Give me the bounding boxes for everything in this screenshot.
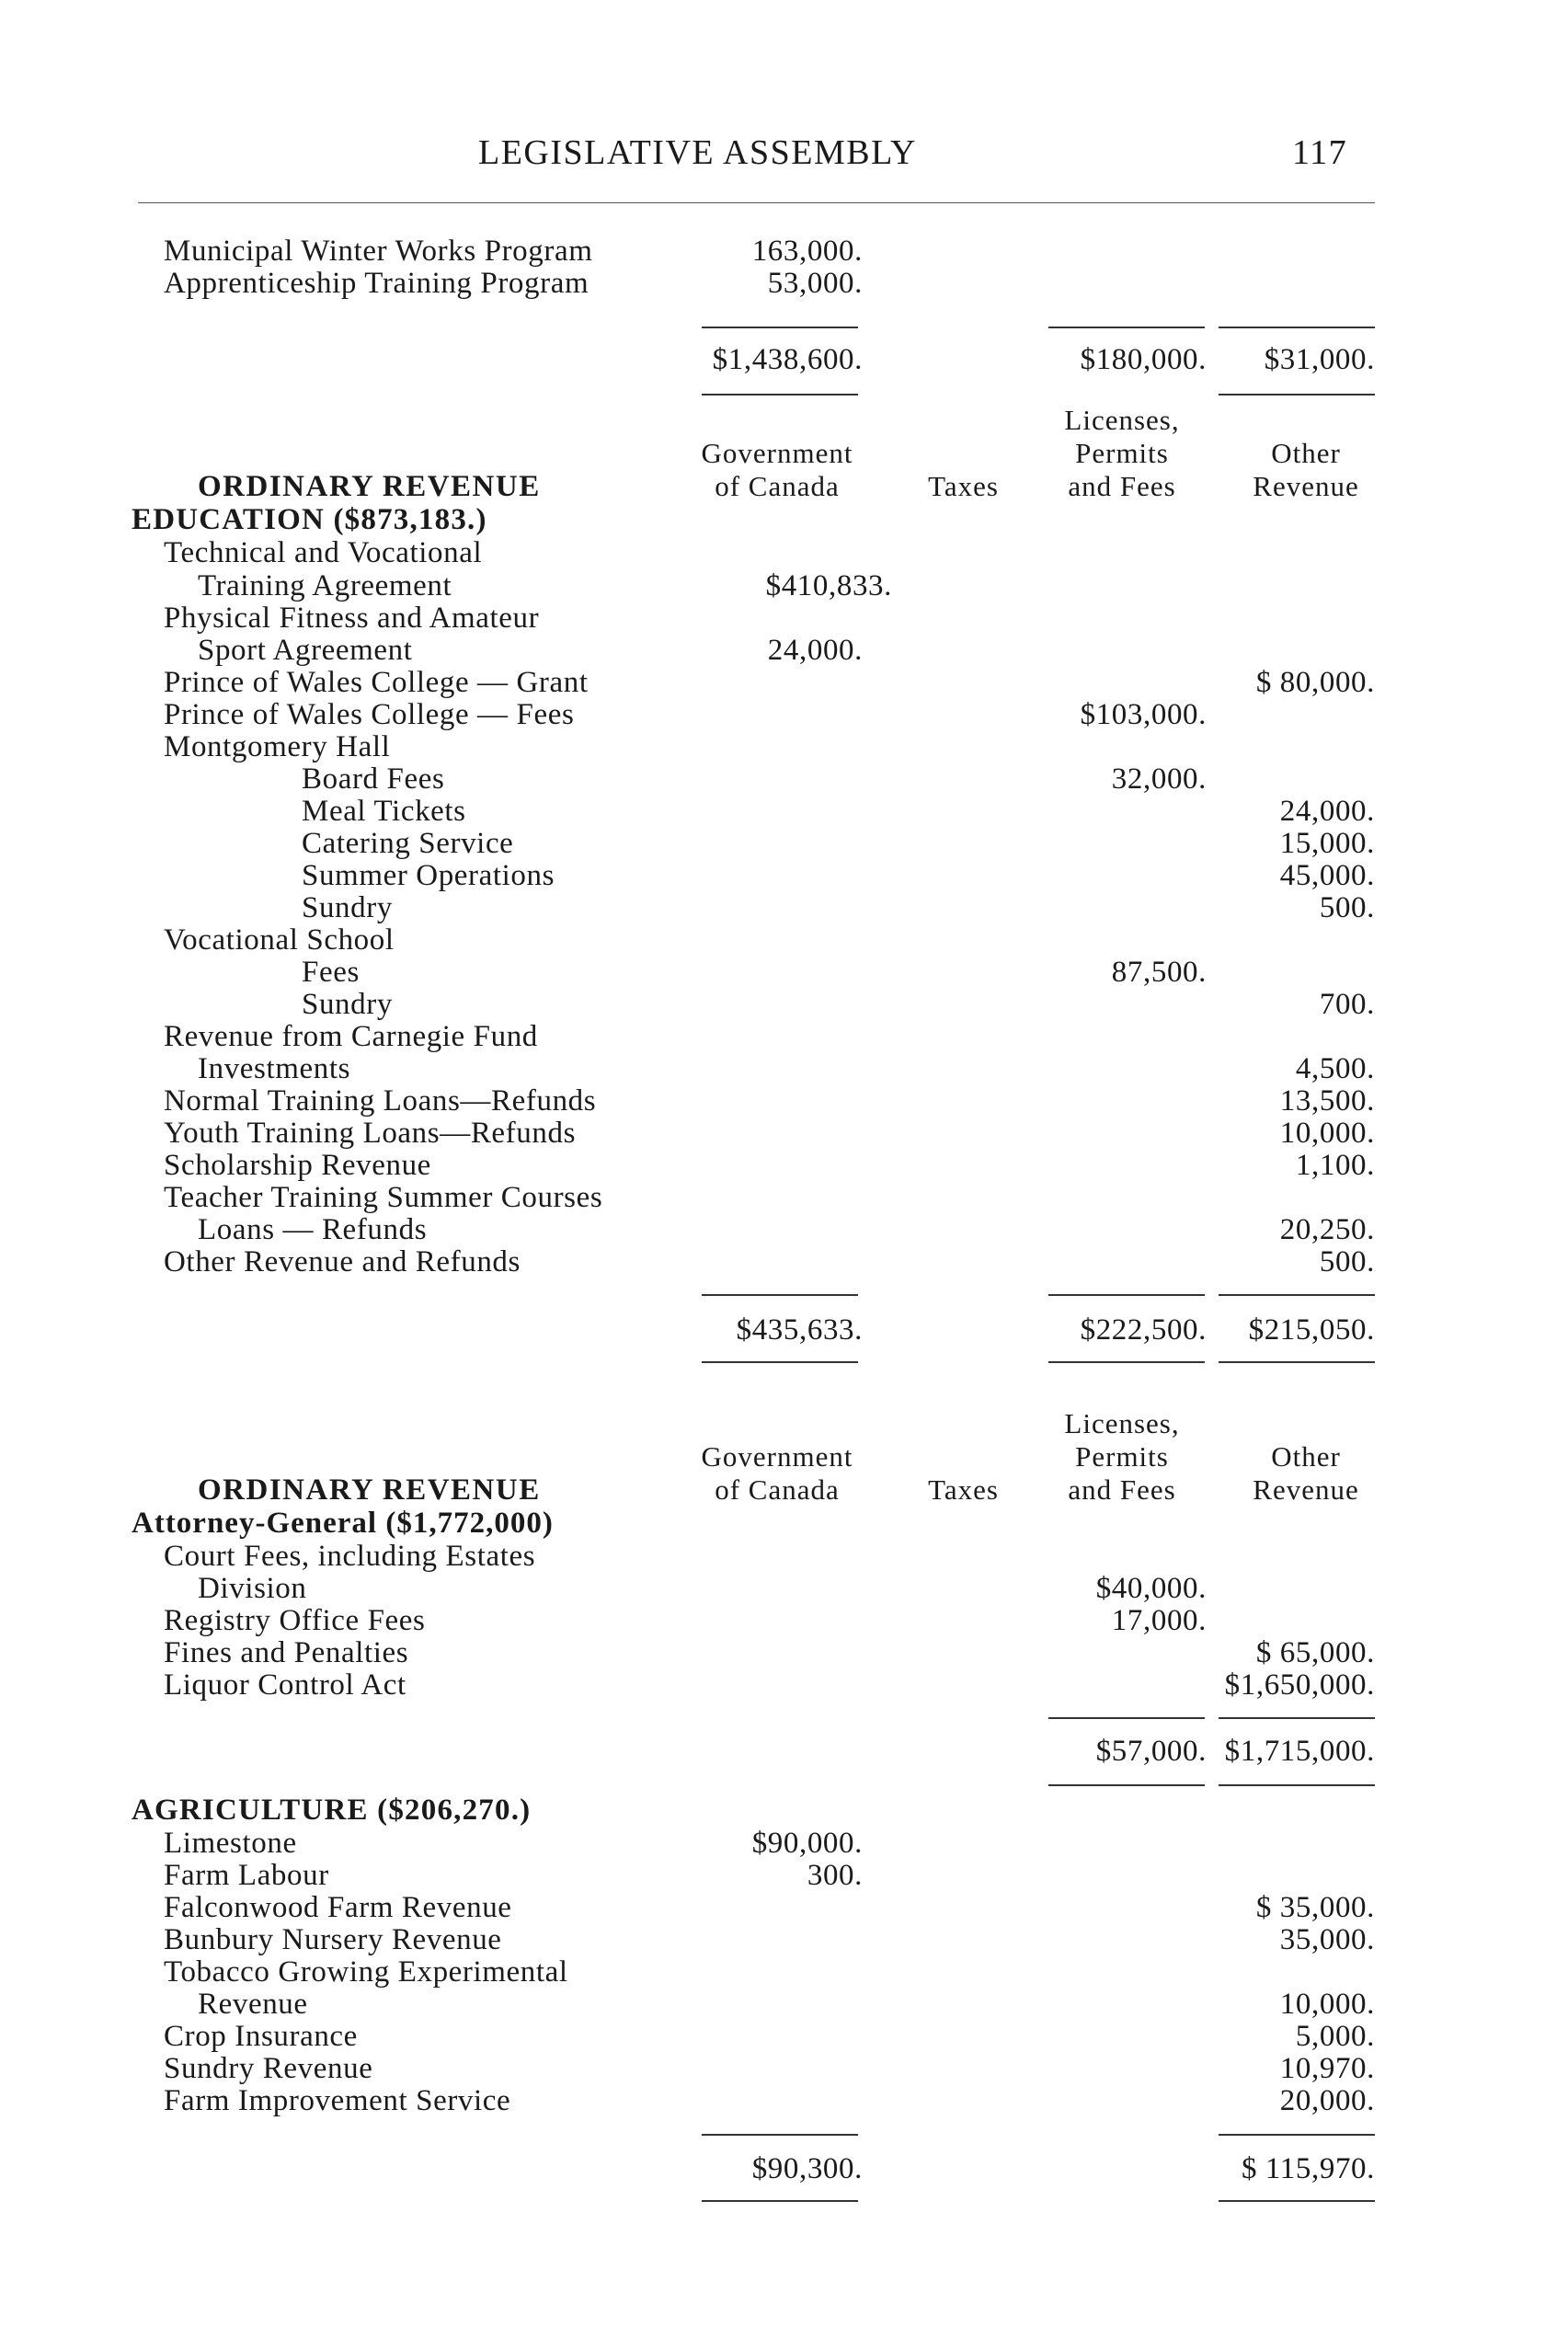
- column-header-other: Other: [1271, 437, 1341, 469]
- row-label: Sundry: [302, 891, 393, 924]
- carryover-label: Apprenticeship Training Program: [164, 267, 589, 300]
- column-header-other: Other: [1271, 1440, 1341, 1473]
- education-total-lic: $222,500.: [1080, 1313, 1207, 1347]
- carryover-total-lic: $180,000.: [1080, 343, 1207, 376]
- column-header-other: Revenue: [1253, 1473, 1359, 1506]
- section-heading-attorney-general: Attorney-General ($1,772,000): [132, 1507, 554, 1540]
- section-label-ordinary-revenue: ORDINARY REVENUE: [198, 470, 541, 503]
- lic-value: 87,500.: [1111, 956, 1207, 989]
- other-subtotal-rule: [1219, 327, 1375, 328]
- row-label: Summer Operations: [302, 859, 555, 892]
- other-value: $ 80,000.: [1255, 666, 1375, 699]
- other-value: 700.: [1319, 988, 1375, 1021]
- row-label: Teacher Training Summer Courses: [164, 1181, 603, 1214]
- row-label: Prince of Wales College — Fees: [164, 698, 575, 731]
- section-heading-agriculture: AGRICULTURE ($206,270.): [132, 1794, 532, 1827]
- gov-subtotal-rule: [702, 327, 858, 328]
- other-value: 500.: [1319, 1245, 1375, 1278]
- row-label: Fees: [302, 956, 360, 989]
- row-label: Scholarship Revenue: [164, 1149, 431, 1182]
- row-label: Farm Labour: [164, 1859, 329, 1892]
- other-value: 10,000.: [1279, 1117, 1375, 1150]
- other-value: 13,500.: [1279, 1084, 1375, 1118]
- gov-value: $410,833.: [765, 569, 892, 602]
- other-value: 10,000.: [1279, 1988, 1375, 2021]
- lic-value: 32,000.: [1111, 762, 1207, 796]
- row-label: Bunbury Nursery Revenue: [164, 1923, 502, 1956]
- row-label: Prince of Wales College — Grant: [164, 666, 589, 699]
- row-label: Catering Service: [302, 827, 514, 860]
- lic-subtotal-rule: [1048, 1294, 1205, 1296]
- row-label: Technical and Vocational: [164, 536, 483, 569]
- lic-value: $103,000.: [1080, 698, 1207, 731]
- row-label: Crop Insurance: [164, 2020, 358, 2053]
- other-subtotal-rule: [1219, 2134, 1375, 2136]
- lic-subtotal-rule: [1048, 327, 1205, 328]
- gov-total-rule: [702, 1361, 858, 1363]
- column-header-lic: Licenses,: [1064, 1407, 1180, 1439]
- other-value: 15,000.: [1279, 827, 1375, 860]
- carryover-gov-value: 53,000.: [767, 267, 863, 300]
- header-rule: [138, 202, 1375, 203]
- carryover-total-other: $31,000.: [1264, 343, 1375, 376]
- gov-value: $90,000.: [751, 1827, 863, 1860]
- section-label-ordinary-revenue: ORDINARY REVENUE: [198, 1473, 541, 1507]
- section-heading-education: EDUCATION ($873,183.): [132, 503, 487, 536]
- other-value: 1,100.: [1295, 1149, 1375, 1182]
- other-total-rule: [1219, 2200, 1375, 2202]
- gov-value: 24,000.: [767, 634, 863, 667]
- gov-value: 300.: [807, 1859, 863, 1892]
- other-value: 20,250.: [1279, 1213, 1375, 1246]
- attorney-total-other: $1,715,000.: [1224, 1735, 1375, 1768]
- row-label: Revenue: [198, 1988, 308, 2021]
- agriculture-total-other: $ 115,970.: [1241, 2152, 1375, 2185]
- row-label: Montgomery Hall: [164, 730, 391, 763]
- row-label: Sundry: [302, 988, 393, 1021]
- column-header-gov: Government: [701, 1440, 853, 1473]
- column-header-taxes: Taxes: [928, 470, 999, 502]
- column-header-gov: of Canada: [715, 1473, 840, 1506]
- row-label: Sport Agreement: [198, 634, 413, 667]
- row-label: Physical Fitness and Amateur: [164, 602, 540, 635]
- row-label: Loans — Refunds: [198, 1213, 428, 1246]
- other-subtotal-rule: [1219, 1717, 1375, 1719]
- other-total-rule: [1219, 394, 1375, 395]
- column-header-lic: Permits: [1075, 1440, 1169, 1473]
- row-label: Court Fees, including Estates: [164, 1540, 536, 1573]
- row-label: Farm Improvement Service: [164, 2084, 511, 2117]
- other-value: 20,000.: [1279, 2084, 1375, 2117]
- column-header-lic: Permits: [1075, 437, 1169, 469]
- column-header-taxes: Taxes: [928, 1473, 999, 1506]
- gov-total-rule: [702, 394, 858, 395]
- education-total-gov: $435,633.: [736, 1313, 863, 1347]
- column-header-gov: Government: [701, 437, 853, 469]
- row-label: Other Revenue and Refunds: [164, 1245, 521, 1278]
- other-total-rule: [1219, 1361, 1375, 1363]
- other-value: 24,000.: [1279, 795, 1375, 828]
- row-label: Registry Office Fees: [164, 1604, 426, 1637]
- row-label: Vocational School: [164, 923, 395, 957]
- row-label: Liquor Control Act: [164, 1668, 406, 1702]
- column-header-lic: Licenses,: [1064, 404, 1180, 436]
- other-value: 500.: [1319, 891, 1375, 924]
- row-label: Tobacco Growing Experimental: [164, 1955, 568, 1989]
- gov-subtotal-rule: [702, 1294, 858, 1296]
- other-value: 4,500.: [1295, 1052, 1375, 1085]
- carryover-label: Municipal Winter Works Program: [164, 235, 593, 268]
- row-label: Fines and Penalties: [164, 1636, 409, 1669]
- row-label: Sundry Revenue: [164, 2052, 373, 2085]
- row-label: Division: [198, 1572, 307, 1605]
- lic-total-rule: [1048, 1361, 1205, 1363]
- other-value: 10,970.: [1279, 2052, 1375, 2085]
- education-total-other: $215,050.: [1248, 1313, 1375, 1347]
- row-label: Revenue from Carnegie Fund: [164, 1020, 538, 1053]
- row-label: Limestone: [164, 1827, 297, 1860]
- attorney-total-lic: $57,000.: [1095, 1735, 1207, 1768]
- other-total-rule: [1219, 1784, 1375, 1786]
- row-label: Board Fees: [302, 762, 445, 796]
- row-label: Meal Tickets: [302, 795, 466, 828]
- running-title: LEGISLATIVE ASSEMBLY: [478, 133, 917, 172]
- row-label: Youth Training Loans—Refunds: [164, 1117, 577, 1150]
- column-header-lic: and Fees: [1068, 470, 1176, 502]
- other-value: 5,000.: [1295, 2020, 1375, 2053]
- lic-value: $40,000.: [1095, 1572, 1207, 1605]
- column-header-lic: and Fees: [1068, 1473, 1176, 1506]
- column-header-other: Revenue: [1253, 470, 1359, 502]
- lic-value: 17,000.: [1111, 1604, 1207, 1637]
- page-number: 117: [1292, 133, 1348, 172]
- other-value: 45,000.: [1279, 859, 1375, 892]
- row-label: Training Agreement: [198, 569, 452, 602]
- gov-subtotal-rule: [702, 2134, 858, 2136]
- lic-subtotal-rule: [1048, 1717, 1205, 1719]
- other-value: $1,650,000.: [1224, 1668, 1375, 1702]
- other-value: 35,000.: [1279, 1923, 1375, 1956]
- other-subtotal-rule: [1219, 1294, 1375, 1296]
- carryover-total-gov: $1,438,600.: [712, 343, 863, 376]
- row-label: Falconwood Farm Revenue: [164, 1891, 512, 1924]
- row-label: Investments: [198, 1052, 351, 1085]
- agriculture-total-gov: $90,300.: [751, 2152, 863, 2185]
- lic-total-rule: [1048, 1784, 1205, 1786]
- carryover-gov-value: 163,000.: [751, 235, 863, 268]
- row-label: Normal Training Loans—Refunds: [164, 1084, 597, 1118]
- other-value: $ 65,000.: [1255, 1636, 1375, 1669]
- other-value: $ 35,000.: [1255, 1891, 1375, 1924]
- gov-total-rule: [702, 2200, 858, 2202]
- column-header-gov: of Canada: [715, 470, 840, 502]
